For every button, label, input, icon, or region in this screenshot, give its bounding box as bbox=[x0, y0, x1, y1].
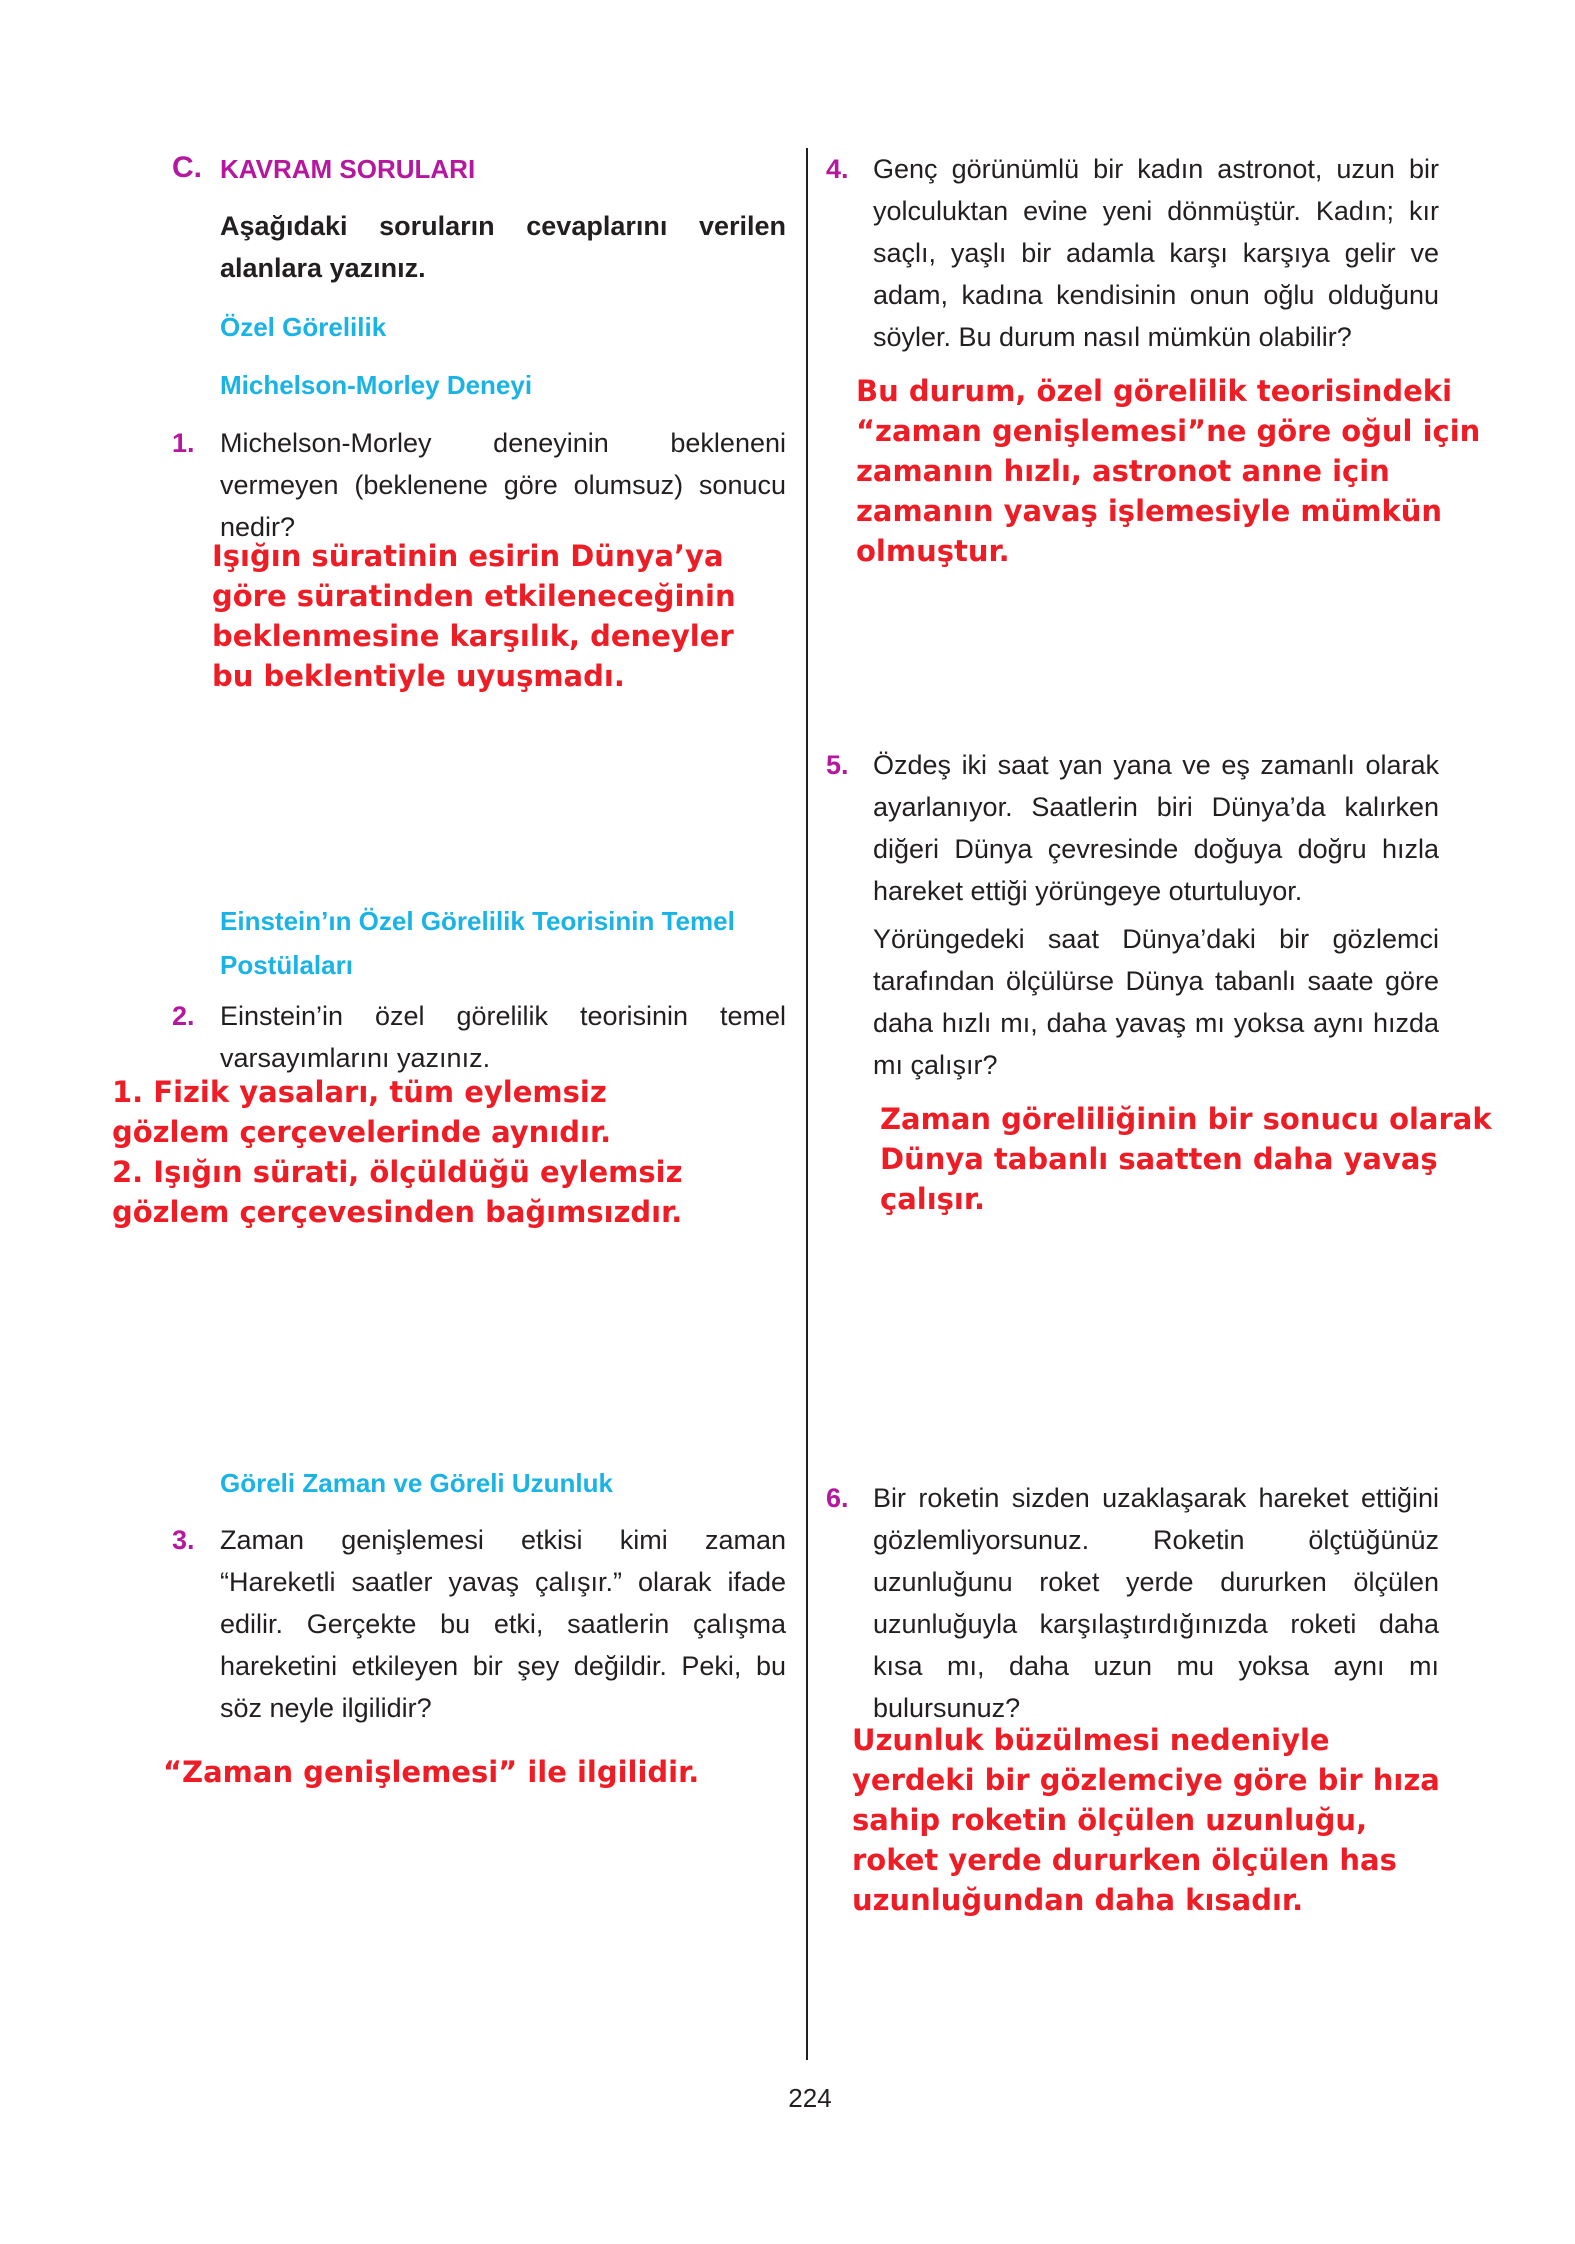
section-instruction: Aşağıdaki soruların cevaplarını verilen alanlara yazınız. bbox=[220, 211, 786, 283]
question-number-3: 3. bbox=[172, 1525, 195, 1555]
answer-6: Uzunluk büzülmesi nedeniyle yerdeki bir gözlemciye göre bir hıza sahip roketin ölçülen uzunluğu, roket yerde dururken ölçülen has uzunluğundan daha kısadır. bbox=[852, 1723, 1440, 1917]
question-text-6: Bir roketin sizden uzaklaşarak hareket ettiğini gözlemliyorsunuz. Roketin ölçtüğünüz uzunluğunu roket yerde dururken ölçülen uzunluğuyla karşılaştırdığınızda roketi daha kısa mı, daha uzun mu yoksa aynı mı bulursunuz? bbox=[873, 1483, 1439, 1723]
page-number: 224 bbox=[788, 2083, 832, 2113]
answer-5: Zaman göreliliğinin bir sonucu olarak Dünya tabanlı saatten daha yavaş çalışır. bbox=[880, 1102, 1492, 1216]
question-text-5: Özdeş iki saat yan yana ve eş zamanlı olarak ayarlanıyor. Saatlerin biri Dünya’da kalırken diğeri Dünya çevresinde doğuya doğru hızla hareket ettiği yörüngeye oturtuluyor. bbox=[873, 750, 1439, 906]
question-number-2: 2. bbox=[172, 1001, 195, 1031]
question-text-1: Michelson-Morley deneyinin bekleneni vermeyen (beklenene göre olumsuz) sonucu nedir? bbox=[220, 428, 786, 542]
question-number-6: 6. bbox=[826, 1483, 849, 1513]
section-letter: C. bbox=[172, 151, 202, 184]
answer-4: Bu durum, özel görelilik teorisindeki “zaman genişlemesi”ne göre oğul için zamanın hızlı, astronot anne için zamanın yavaş işlemesiyle mümkün olmuştur. bbox=[856, 374, 1481, 568]
question-text-2: Einstein’in özel görelilik teorisinin temel varsayımlarını yazınız. bbox=[220, 1001, 786, 1073]
question-number-1: 1. bbox=[172, 428, 195, 458]
question-text-5-continued: Yörüngedeki saat Dünya’daki bir gözlemci tarafından ölçülürse Dünya tabanlı saate göre daha hızlı mı, daha yavaş mı yoksa aynı hızda mı çalışır? bbox=[873, 924, 1439, 1080]
answer-2-line-2: 2. Işığın sürati, ölçüldüğü eylemsiz gözlem çerçevesinden bağımsızdır. bbox=[112, 1155, 683, 1229]
question-number-4: 4. bbox=[826, 154, 849, 184]
answer-2-line-1: 1. Fizik yasaları, tüm eylemsiz gözlem çerçevelerinde aynıdır. bbox=[112, 1075, 612, 1149]
question-number-5: 5. bbox=[826, 750, 849, 780]
question-text-3: Zaman genişlemesi etkisi kimi zaman “Hareketli saatler yavaş çalışır.” olarak ifade edilir. Gerçekte bu etki, saatlerin çalışma hareketini etkileyen bir şey değildir. Peki, bu söz neyle ilgilidir? bbox=[220, 1525, 786, 1723]
subheading-ozel-gorelilik: Özel Görelilik bbox=[220, 312, 387, 342]
answer-1: Işığın süratinin esirin Dünya’ya göre süratinden etkileneceğinin beklenmesine karşılık, deneyler bu beklentiyle uyuşmadı. bbox=[212, 539, 736, 693]
answer-3: “Zaman genişlemesi” ile ilgilidir. bbox=[163, 1755, 700, 1789]
column-divider bbox=[806, 148, 808, 2060]
subheading-michelson-morley: Michelson-Morley Deneyi bbox=[220, 370, 533, 400]
question-text-4: Genç görünümlü bir kadın astronot, uzun bir yolculuktan evine yeni dönmüştür. Kadın; kır saçlı, yaşlı bir adamla karşı karşıya gelir ve adam, kadına kendisinin onun oğlu olduğunu söyler. Bu durum nasıl mümkün olabilir? bbox=[873, 154, 1439, 352]
subheading-einstein: Einstein’ın Özel Görelilik Teorisinin Temel Postülaları bbox=[220, 906, 735, 980]
section-title: KAVRAM SORULARI bbox=[220, 154, 476, 184]
subheading-goreli-zaman: Göreli Zaman ve Göreli Uzunluk bbox=[220, 1468, 613, 1498]
